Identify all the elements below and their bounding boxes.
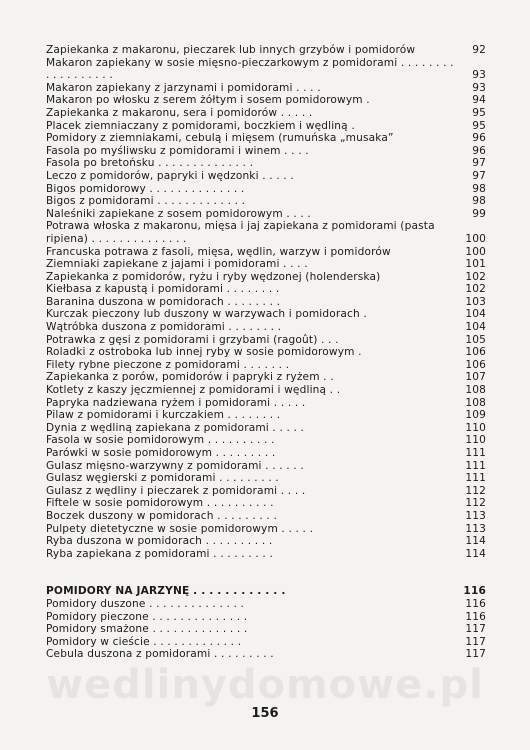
toc-entry [46, 523, 486, 536]
entry-page: 96 [472, 132, 486, 145]
toc-entry [46, 598, 486, 611]
entry-title: Makaron zapiekany w sosie mięsno-pieczarkowym z pomidorami . . . . . . . . . . . . . . . . . . [46, 56, 454, 82]
entry-title: Pomidory smażone . . . . . . . . . . . . . . [46, 623, 248, 636]
entry-page: 102 [465, 270, 486, 283]
entry-page: 101 [465, 258, 486, 271]
toc-entry [46, 485, 486, 498]
entry-page: 94 [472, 94, 486, 107]
toc-entry [46, 346, 486, 359]
entry-title: Kiełbasa z kapustą i pomidorami . . . . . . . . [46, 283, 280, 296]
entry-page: 99 [472, 207, 486, 220]
entry-title: Papryka nadziewana ryżem i pomidorami . . . . . [46, 396, 306, 409]
entry-title: Ryba duszona w pomidorach . . . . . . . . . . [46, 535, 273, 548]
entry-page: 97 [472, 169, 486, 182]
toc-entry [46, 246, 486, 259]
toc-entry [46, 57, 486, 82]
entry-page: 96 [472, 144, 486, 157]
entry-page: 110 [465, 421, 486, 434]
entry-page: 95 [472, 106, 486, 119]
toc-entry [46, 107, 486, 120]
toc-entry [46, 548, 486, 561]
toc-entry [46, 472, 486, 485]
entry-page: 104 [465, 321, 486, 334]
entry-page: 100 [465, 232, 486, 245]
entry-page: 113 [465, 509, 486, 522]
entry-title: POMIDORY NA JARZYNĘ . . . . . . . . . . . . [46, 585, 286, 598]
entry-page: 108 [465, 384, 486, 397]
toc-entry [46, 611, 486, 624]
entry-title: Zapiekanka z porów, pomidorów i papryki z ryżem . . [46, 371, 334, 384]
entry-page: 113 [465, 522, 486, 535]
entry-page: 116 [465, 610, 486, 623]
entry-page: 103 [465, 295, 486, 308]
entry-title: Pomidory w cieście . . . . . . . . . . . . . [46, 635, 242, 648]
entry-title: Filety rybne pieczone z pomidorami . . . . . . . [46, 358, 290, 371]
entry-title: Pulpety dietetyczne w sosie pomidorowym . . . . . [46, 522, 314, 535]
entry-title: Zapiekanka z pomidorów, ryżu i ryby wędzonej (holenderska) [46, 270, 381, 283]
entry-page: 92 [472, 44, 486, 56]
entry-page: 98 [472, 195, 486, 208]
toc-entry [46, 296, 486, 309]
entry-page: 97 [472, 157, 486, 170]
toc-entry [46, 636, 486, 649]
entry-title: Dynia z wędliną zapiekana z pomidorami . . . . . [46, 421, 305, 434]
toc-entry [46, 422, 486, 435]
entry-page: 104 [465, 308, 486, 321]
toc-entry [46, 321, 486, 334]
entry-title: Cebula duszona z pomidorami . . . . . . . . . [46, 648, 274, 661]
entry-title: Ryba zapiekana z pomidorami . . . . . . . . . [46, 547, 273, 560]
entry-title: Gulasz węgierski z pomidorami . . . . . . . . . [46, 472, 279, 485]
entry-page: 114 [465, 535, 486, 548]
entry-page: 102 [465, 283, 486, 296]
entry-page: 93 [472, 69, 486, 82]
toc-entry [46, 434, 486, 447]
entry-title: Parówki w sosie pomidorowym . . . . . . . . . [46, 447, 276, 459]
entry-title: Boczek duszony w pomidorach . . . . . . . . . [46, 509, 277, 522]
toc-entry [46, 195, 486, 208]
entry-page: 106 [465, 358, 486, 371]
toc-entry [46, 157, 486, 170]
entry-title: Pomidory pieczone . . . . . . . . . . . . . . [46, 610, 248, 623]
entry-page: 109 [465, 409, 486, 422]
entry-page: 111 [465, 472, 486, 485]
entry-page: 93 [472, 81, 486, 94]
entry-title: Pomidory duszone . . . . . . . . . . . . . . [46, 597, 245, 610]
entry-page: 100 [465, 245, 486, 258]
entry-page: 108 [465, 396, 486, 409]
toc-entry [46, 460, 486, 473]
entry-page: 111 [465, 447, 486, 459]
entry-title: Fasola po myśliwsku z pomidorami i winem . . . . [46, 144, 309, 157]
toc-entry [46, 535, 486, 548]
section-heading [46, 585, 486, 598]
entry-title: Bigos z pomidorami . . . . . . . . . . . . . [46, 195, 246, 208]
entry-title: Bigos pomidorowy . . . . . . . . . . . . . . [46, 182, 245, 195]
toc-entry [46, 120, 486, 133]
toc-entry [46, 271, 486, 284]
entry-page: 111 [465, 459, 486, 472]
toc-entry [46, 397, 486, 410]
toc-entry [46, 497, 486, 510]
toc-entry [46, 170, 486, 183]
toc-entry [46, 623, 486, 636]
entry-page: 112 [465, 484, 486, 497]
entry-title: Wątróbka duszona z pomidorami . . . . . . . . [46, 321, 282, 334]
entry-title: Fasola w sosie pomidorowym . . . . . . . . . . [46, 434, 275, 447]
entry-title: Kotlety z kaszy jęczmiennej z pomidorami i wędliną . . [46, 384, 341, 397]
toc-entry [46, 145, 486, 158]
entry-title: Makaron zapiekany z jarzynami i pomidorami . . . . [46, 81, 321, 94]
toc-entry [46, 220, 486, 245]
entry-page: 114 [465, 547, 486, 560]
toc-entry [46, 44, 486, 57]
entry-title: Fasola po bretońsku . . . . . . . . . . . . . . [46, 157, 254, 170]
table-of-contents [46, 44, 486, 661]
entry-page: 98 [472, 182, 486, 195]
toc-entry [46, 308, 486, 321]
entry-title: Fiftele w sosie pomidorowym . . . . . . . . . . [46, 497, 274, 510]
entry-page: 117 [465, 623, 486, 636]
entry-title: Placek ziemniaczany z pomidorami, boczkiem i wędliną . [46, 119, 355, 132]
toc-entry [46, 208, 486, 221]
entry-title: Francuska potrawa z fasoli, mięsa, wędlin, warzyw i pomidorów [46, 245, 391, 258]
entry-title: Roladki z ostroboka lub innej ryby w sosie pomidorowym . [46, 346, 362, 359]
entry-title: Zapiekanka z makaronu, pieczarek lub innych grzybów i pomidorów [46, 44, 416, 56]
entry-title: Ziemniaki zapiekane z jajami i pomidorami . . . . [46, 258, 308, 271]
watermark: wedlinydomowe.pl [46, 662, 484, 708]
entry-title: Potrawa włoska z makaronu, mięsa i jaj zapiekana z pomidorami (pasta ripiena) . . . . . . . . . . . . . . [46, 220, 435, 245]
entry-title: Makaron po włosku z serem żółtym i sosem pomidorowym . [46, 94, 370, 107]
entry-title: Pilaw z pomidorami i kurczakiem . . . . . . . . [46, 409, 281, 422]
toc-entry [46, 283, 486, 296]
toc-entry [46, 648, 486, 661]
entry-page: 106 [465, 346, 486, 359]
toc-entry [46, 94, 486, 107]
toc-entry [46, 359, 486, 372]
entry-title: Pomidory z ziemniakami, cebulą i mięsem (rumuńska „musaka” [46, 132, 394, 145]
entry-page: 117 [465, 635, 486, 648]
entry-page: 110 [465, 434, 486, 447]
entry-page: 117 [465, 648, 486, 661]
entry-page: 116 [465, 597, 486, 610]
entry-title: Baranina duszona w pomidorach . . . . . . . . [46, 295, 281, 308]
toc-entry [46, 334, 486, 347]
toc-entry [46, 183, 486, 196]
toc-entry [46, 384, 486, 397]
toc-entry [46, 510, 486, 523]
page-number: 156 [251, 706, 279, 721]
entry-title: Potrawka z gęsi z pomidorami i grzybami (ragoût) . . . [46, 333, 339, 346]
entry-title: Kurczak pieczony lub duszony w warzywach i pomidorach . [46, 308, 367, 321]
toc-entry [46, 447, 486, 460]
entry-page: 116 [463, 585, 486, 598]
entry-title: Gulasz z wędliny i pieczarek z pomidorami . . . . [46, 484, 306, 497]
toc-entry [46, 82, 486, 95]
toc-entry [46, 409, 486, 422]
entry-title: Naleśniki zapiekane z sosem pomidorowym . . . . [46, 207, 311, 220]
entry-page: 107 [465, 371, 486, 384]
toc-entry [46, 258, 486, 271]
toc-entry [46, 132, 486, 145]
entry-page: 112 [465, 497, 486, 510]
toc-entry [46, 371, 486, 384]
entry-page: 95 [472, 119, 486, 132]
entry-title: Leczo z pomidorów, papryki i wędzonki . . . . . [46, 169, 294, 182]
entry-title: Zapiekanka z makaronu, sera i pomidorów . . . . . [46, 106, 313, 119]
entry-page: 105 [465, 333, 486, 346]
entry-title: Gulasz mięsno-warzywny z pomidorami . . . . . . [46, 459, 304, 472]
